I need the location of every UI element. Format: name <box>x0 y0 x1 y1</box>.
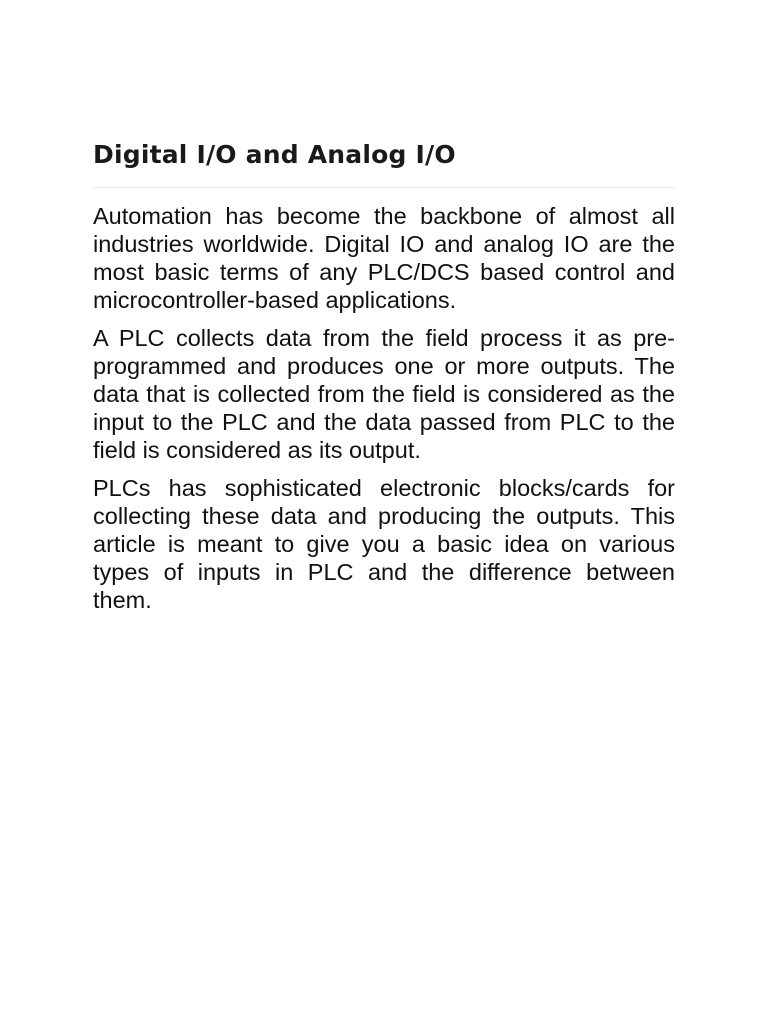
article-paragraph-1: Automation has become the backbone of almost all industries worldwide. Digital IO and analog IO are the most basic terms of any PLC/DCS based control and microcontroller-based applications. <box>93 203 675 313</box>
article-title: Digital I/O and Analog I/O <box>93 140 456 169</box>
article <box>93 138 675 624</box>
article-paragraph-3: PLCs has sophisticated electronic blocks/cards for collecting these data and producing the outputs. This article is meant to give you a basic idea on various types of inputs in PLC and the difference between them. <box>93 475 675 613</box>
title-divider <box>93 187 675 188</box>
article-paragraph-2: A PLC collects data from the field process it as pre-programmed and produces one or more outputs. The data that is collected from the field is considered as the input to the PLC and the data passed from PLC to the field is considered as its output. <box>93 325 675 463</box>
